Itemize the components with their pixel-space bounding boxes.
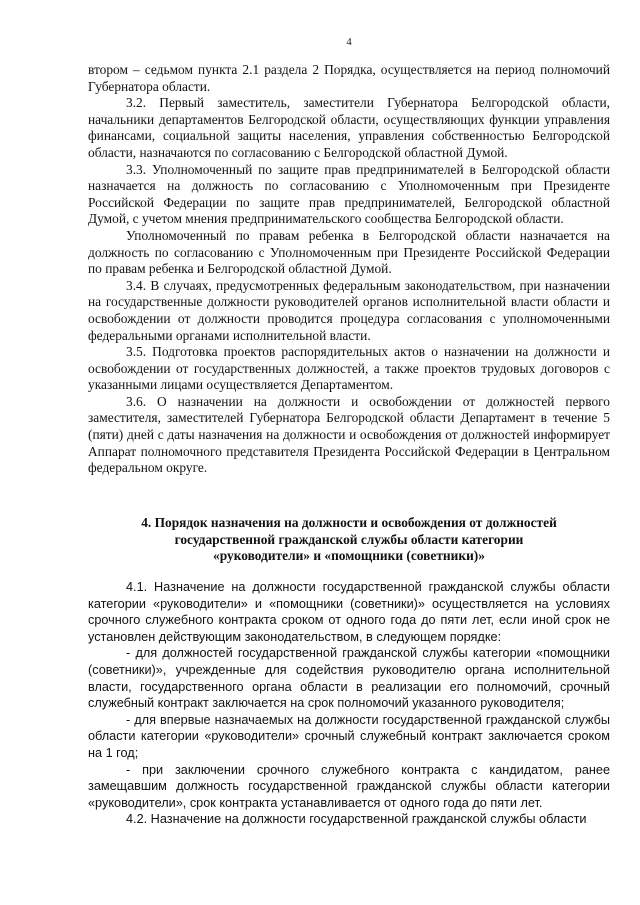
- section-heading-line-3: «руководители» и «помощники (советники)»: [213, 548, 485, 564]
- upper-text-block: [88, 62, 610, 477]
- list-item-advisors: - для должностей государственной гражданской службы категории «помощники (советники)», учрежденные для содействия руководителю органа исполнительной власти, государственного органа области в реализации его полномочий, срочный служебный контракт заключается на срок полномочий указанного руководителя;: [88, 646, 610, 711]
- section-heading-line-1: 4. Порядок назначения на должности и освобождения от должностей: [141, 515, 557, 530]
- section-4-body: [88, 579, 610, 828]
- paragraph-3-2: 3.2. Первый заместитель, заместители Губернатора Белгородской области, начальники департаментов Белгородской области, осуществляющих функции управления финансами, социальной защиты населения, управления собственностью Белгородской области, назначаются по согласованию с Белгородской областной Думой.: [88, 95, 610, 160]
- paragraph-3-6: 3.6. О назначении на должности и освобождении от должностей первого заместителя, заместителей Губернатора Белгородской области Департамент в течение 5 (пяти) дней с даты назначения на должности и освобождения от должностей информирует Аппарат полномочного представителя Президента Российской Федерации в Центральном федеральном округе.: [88, 393, 610, 476]
- page-number: 4: [346, 36, 352, 48]
- section-4-heading: [88, 515, 610, 565]
- paragraph-3-3: 3.3. Уполномоченный по защите прав предпринимателей в Белгородской области назначается на должность по согласованию с Уполномоченным при Президенте Российской Федерации по защите прав предпринимателей, Белгородской областной Думой, с учетом мнения предпринимательского сообщества Белгородской области.: [88, 161, 610, 227]
- paragraph-continuation: втором – седьмом пункта 2.1 раздела 2 Порядка, осуществляется на период полномочий Губернатора области.: [88, 62, 610, 94]
- list-item-former-holders: - при заключении срочного служебного контракта с кандидатом, ранее замещавшим должность государственной гражданской службы области категории «руководители», срок контракта устанавливается от одного года до пяти лет.: [88, 762, 610, 810]
- paragraph-4-1: 4.1. Назначение на должности государственной гражданской службы области категории «руководители» и «помощники (советники)» осуществляется на условиях срочного служебного контракта сроком от одного года до пяти лет, если иной срок не установлен действующим законодательством, в следующем порядке:: [88, 580, 610, 644]
- section-heading-line-2: государственной гражданской службы области категории: [174, 531, 524, 547]
- paragraph-3-4: 3.4. В случаях, предусмотренных федеральным законодательством, при назначении на государственные должности руководителей органов исполнительной власти области и освобождении от должности проводится процедура согласования с уполномоченными федеральными органами исполнительной власти.: [88, 277, 610, 343]
- paragraph-3-5: 3.5. Подготовка проектов распорядительных актов о назначении на должности и освобождении от государственных должностей, а также проектов трудовых договоров с указанными лицами осуществляется Департаментом.: [88, 344, 610, 393]
- paragraph-child-ombudsman: Уполномоченный по правам ребенка в Белгородской области назначается на должность по согласованию с Уполномоченным при Президенте Российской Федерации по правам ребенка и Белгородской областной Думой.: [88, 227, 610, 277]
- paragraph-4-2: 4.2. Назначение на должности государственной гражданской службы области: [126, 812, 587, 827]
- list-item-first-appointed: - для впервые назначаемых на должности государственной гражданской службы области категории «руководители» срочный служебный контракт заключается сроком на 1 год;: [88, 712, 610, 760]
